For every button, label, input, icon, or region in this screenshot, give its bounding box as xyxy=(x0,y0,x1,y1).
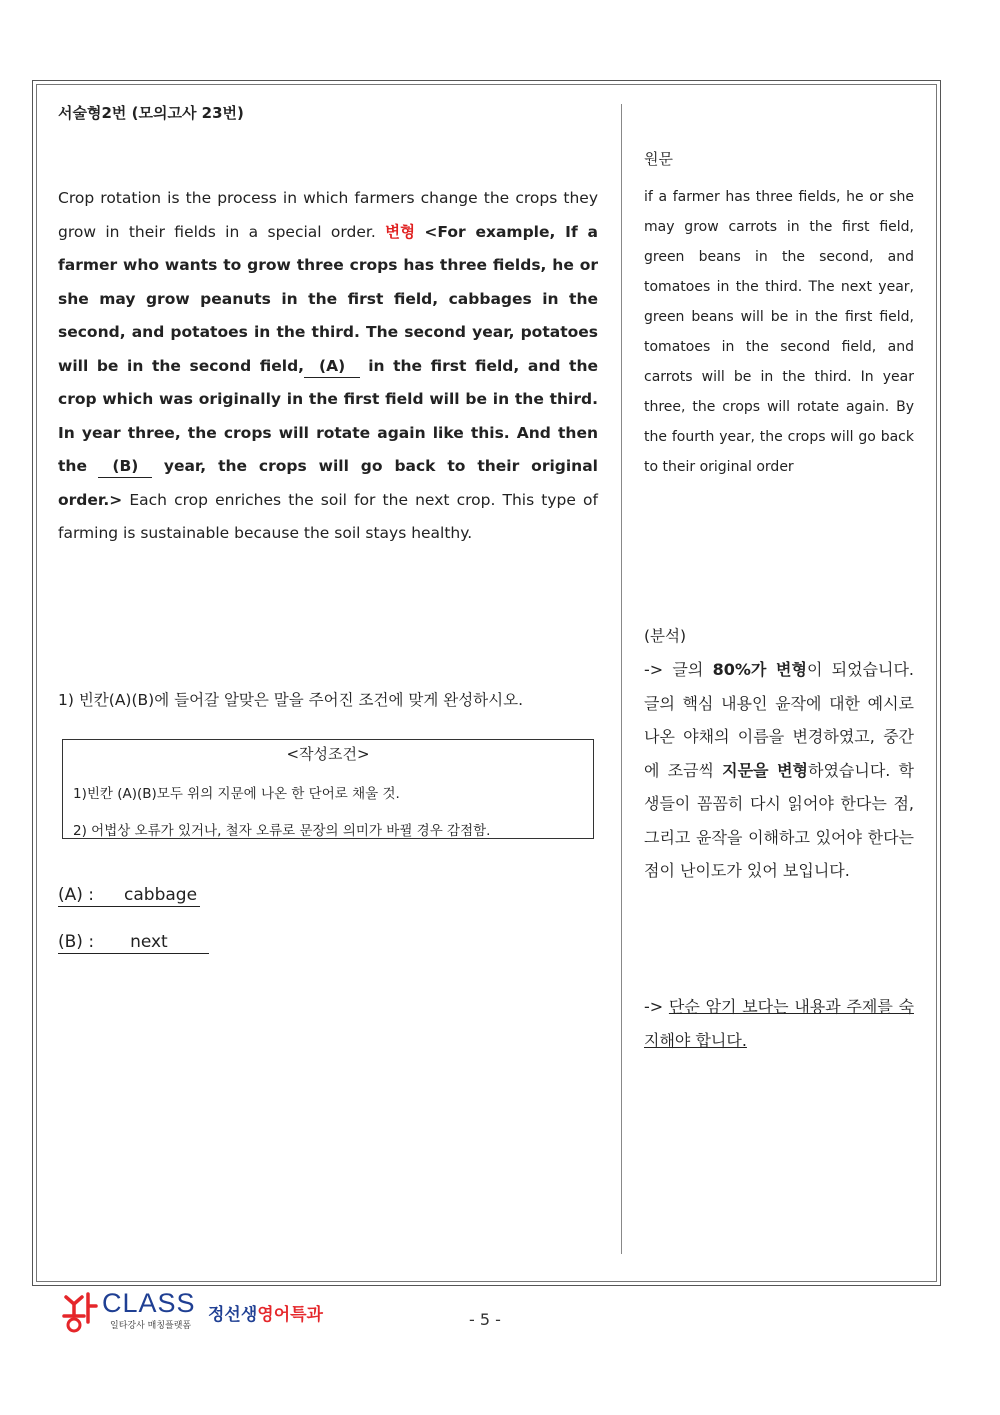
passage-intro: Crop rotation is the process in which farmers change the crops they grow in their fields in a special order. xyxy=(58,189,598,241)
logo-brand xyxy=(208,1300,323,1325)
logo-subtitle: 일타강사 매칭플랫폼 xyxy=(110,1321,192,1331)
conditions-box xyxy=(62,739,594,839)
page-number: - 5 - xyxy=(469,1310,501,1329)
question-1: 1) 빈칸(A)(B)에 들어갈 알맞은 말을 주어진 조건에 맞게 완성하시오. xyxy=(58,691,524,709)
answer-b xyxy=(58,932,209,954)
condition-2: 2) 어법상 오류가 있거나, 철자 오류로 문장의 의미가 바뀔 경우 감점함. xyxy=(73,823,491,839)
original-title: 원문 xyxy=(644,150,673,168)
section-title: 서술형2번 (모의고사 23번) xyxy=(58,104,244,122)
column-divider xyxy=(621,104,622,1254)
analysis-highlight-2: 지문을 변형 xyxy=(722,760,809,780)
brand-logo xyxy=(60,1288,330,1334)
passage-outro: Each crop enriches the soil for the next crop. This type of farming is sustainable because the soil stays healthy. xyxy=(58,490,598,542)
answer-a xyxy=(58,885,200,907)
analysis-text xyxy=(644,653,914,888)
original-text: if a farmer has three fields, he or she may grow carrots in the first field, green beans in the second, and tomatoes in the third. The next year, green beans will be in the first field, tomatoes in the second field, and carrots will be in the third. In year three, the crops will rotate again. By the fourth year, the crops will go back to their original order xyxy=(644,189,914,475)
analysis-part-2: 이 되었습니다. 글의 핵심 내용인 윤작에 대한 예시로 나온 야채의 이름을 변경하였고, 중간에 조금씩 xyxy=(644,660,914,780)
condition-1: 1)빈칸 (A)(B)모두 위의 지문에 나온 한 단어로 채울 것. xyxy=(73,786,400,802)
answer-b-value: next xyxy=(130,932,168,952)
passage-bold-2: in the first field, and the crop which was originally in the first field will be in the third. In year three, the crops will rotate again like this. And then the xyxy=(58,356,598,475)
analysis-conclusion xyxy=(644,990,914,1057)
variant-tag: 변형 xyxy=(385,222,416,241)
answer-a-label: (A) : xyxy=(58,885,95,905)
conditions-title: <작성조건> xyxy=(286,745,370,763)
analysis-highlight-1: 80%가 변형 xyxy=(712,660,807,679)
logo-brand-b: 영어특과 xyxy=(257,1305,323,1325)
passage xyxy=(58,182,598,551)
passage-bold-3: year, the crops will go back to their original order.> xyxy=(58,457,598,509)
logo-class-text: CLASS xyxy=(102,1288,196,1318)
answer-a-value: cabbage xyxy=(124,885,198,905)
analysis-underlined: 단순 암기 보다는 내용과 주제를 숙지해야 합니다. xyxy=(644,997,914,1050)
answer-b-label: (B) : xyxy=(58,932,95,952)
analysis-title: (분석) xyxy=(644,627,687,645)
analysis-part-3: 하였습니다. 학생들이 꼼꼼히 다시 읽어야 한다는 점, 그리고 윤작을 이해하고 있어야 한다는 점이 난이도가 있어 보입니다. xyxy=(644,760,914,880)
analysis-arrow: -> xyxy=(644,997,664,1016)
blank-a: (A) xyxy=(304,355,360,378)
logo-brand-a: 정선생 xyxy=(208,1305,258,1325)
analysis-part-1: -> 글의 xyxy=(644,660,704,679)
passage-bold-1: <For example, If a farmer who wants to grow three crops has three fields, he or she may grow peanuts in the first field, cabbages in the second, and potatoes in the third. The second year, potatoes will be in the second field, xyxy=(58,222,598,375)
blank-b: (B) xyxy=(98,455,152,478)
